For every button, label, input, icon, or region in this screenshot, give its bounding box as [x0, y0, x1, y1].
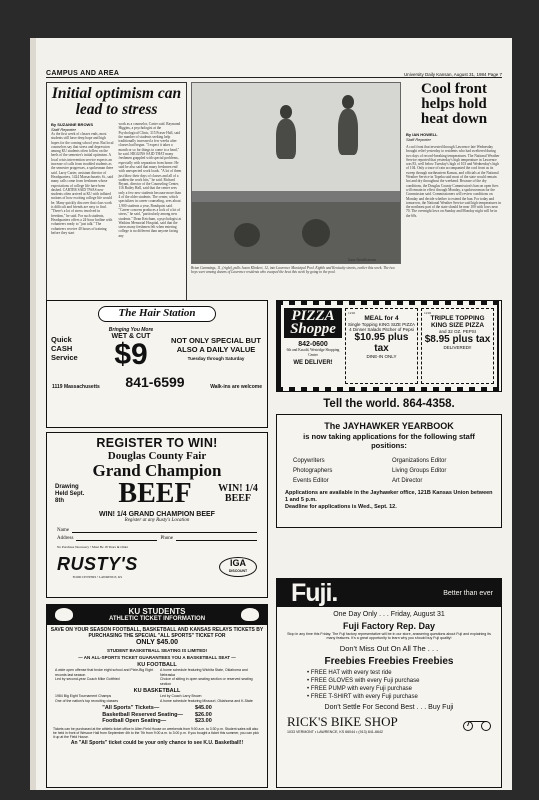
coupon-line: and 32 OZ. PEPSI	[438, 329, 477, 334]
fuji-date: One Day Only . . . Friday, August 31	[333, 611, 445, 618]
ku-tagline: An "All Sports" ticket could be your only chance to see K.U. Basketball!!	[70, 740, 244, 747]
ku-title: KU STUDENTS	[128, 607, 186, 616]
byline-role: Staff Reporter	[406, 137, 431, 142]
coupon-meal-for-4	[345, 308, 418, 384]
beef-label: BEEF	[118, 478, 192, 509]
coupon-line: 4 Dinner Salads Pitcher of Pepsi	[349, 327, 414, 332]
position-item: Organizations Editor	[392, 458, 447, 464]
ku-price: ONLY $45.00	[135, 639, 179, 646]
fair-name: Douglas County Fair	[107, 450, 207, 462]
bring-you-more: Bringing You More	[108, 327, 154, 333]
list-item: 1984 Big Eight Tournament Champs	[55, 694, 112, 698]
photo-boy-right-head	[342, 95, 354, 109]
list-item: One of the nation's top recruiting classes	[55, 698, 119, 703]
price-label: Football Open Seating—	[102, 718, 167, 724]
coupon-line: Single Topping KING SIZE PIZZA	[348, 322, 415, 327]
fuji-rep-day: Fuji Factory Rep. Day	[342, 621, 436, 631]
page-masthead	[46, 66, 502, 78]
list-item: A home schedule featuring Missouri, Oklahoma and K-State	[160, 698, 253, 703]
ad-jayhawker-yearbook	[276, 414, 502, 528]
rustys-logo: RUSTY'S	[57, 554, 138, 574]
fuji-freebies: Freebies Freebies Freebies	[324, 655, 454, 667]
page-folio: University Daily Kansan, August 31, 1984 Page 7	[403, 72, 502, 77]
hair-phone: 841-6599	[125, 374, 185, 390]
pool-photo	[191, 82, 401, 264]
pizza-shoppe-logo: PIZZA Shoppe	[284, 308, 342, 338]
ku-price-table	[47, 705, 267, 725]
list-item: Choice of sitting in open seating section or reserved seating section	[160, 677, 253, 686]
ricks-bike-shop-address: 1033 VERMONT • LAWRENCE, KS 66044 • (913) 841-6642	[287, 729, 383, 734]
price-label: "All Sports" Tickets—	[102, 705, 160, 711]
drawing-date: Drawing Held Sept. 8th	[55, 483, 85, 504]
coupon-title: TRIPLE TOPPING KING SIZE PIZZA	[430, 315, 485, 329]
ad-register-to-win	[46, 432, 268, 598]
story-headline: Initial optimism can lead to stress	[51, 85, 182, 118]
photo-caption: Brian Cummings, 11, (right), pulls Jason Klinkert, 12, into Lawrence Municipal Pool. Eighth and Kentucky streets, earlier this week. The two boys were among dozens of Lawrence residents who escaped the heat this week by going to the pool.	[191, 266, 395, 275]
price-value: $26.00	[194, 711, 212, 718]
photo-boy-left	[276, 119, 296, 159]
jayhawker-application-info: Applications are available in the Jayhawker office, 121B Kansas Union between 1 and 5 p.m.	[285, 490, 493, 503]
positions-list	[293, 458, 485, 484]
coupon-terms: DINE-IN ONLY	[366, 354, 397, 359]
story-byline	[51, 122, 115, 132]
price-label: Basketball Reserved Seating—	[102, 711, 183, 718]
story-column-2: work as a counselor, Carter said. Raymond Higgins, a psychologist at the Psychological Clinic, 315 Fraser Hall, said the number of students seeking help traditionally increased a few weeks after classes had begun. "I expect it takes a month or so for things to come to a head," he said. HIGGINS SAID THAT many freshmen grappled with special problems, especially with separation from home. He said he also said that many freshmen end with unexpected work loads. "A lot of them just blow their days of classes and all of a sudden the work hits," he said. Richard Bryant, director of the Counseling Center, 116 Bailey Hall, said that the center sees only a few new students because more than 4 of the older students. The center, which specializes in career counseling, sees about 1,900 students a year, Bondquist said. "Career concern produces a lock of a lot of stress," he said, "particularly among new students." Dean Ketchum, a psychologist at Watkins Memorial Hospital, said that the stress many freshmen felt when entering college is no different than anyone facing any	[118, 122, 182, 238]
price-value: $45.00	[194, 705, 212, 711]
photo-swimmer-right	[302, 219, 330, 247]
ku-save-text: SAVE ON YOUR SEASON FOOTBALL, BASKETBALL AND KANSAS RELAYS TICKETS BY PURCHASING THE SPECIAL "ALL SPORTS" TICKET FOR	[50, 627, 264, 639]
coupon-terms: DELIVERED!!	[443, 345, 472, 350]
entry-fine-print: No Purchase Necessary • Must Be 18 Years & Older	[57, 545, 129, 549]
fuji-description: Stop in any time this Friday. The Fuji factory representative will be in our store, answering questions about Fuji and explaining its many features. It's a great opportunity to learn why you should buy Fuji quality!	[287, 632, 491, 641]
story-headline: Cool front helps hold heat down	[420, 81, 488, 127]
ricks-bike-shop-name: RICK'S BIKE SHOP	[287, 713, 398, 729]
photo-boy-left-head	[280, 105, 292, 119]
list-item: Led by Coach Larry Brown	[160, 694, 202, 698]
list-item: A wide open offense that broke eight school and Pixie-Big Eight records last season	[55, 668, 154, 677]
ku-subtitle: ATHLETIC TICKET INFORMATION	[108, 616, 206, 622]
ku-purchase-info: Tickets can be purchased at the athletic ticket office in Allen Field House on weekends from 9:00 a.m. to 3:30 p.m. Student sales will also be held in front of Wescoe Hall from September 4th to the 7th from 9:00 a.m. to 3:00 p.m. If you bought a ticket this summer, you can pick it up at the Field House.	[53, 726, 259, 739]
jayhawker-title: The JAYHAWKER YEARBOOK	[324, 421, 454, 431]
bicycle-icon	[463, 717, 491, 731]
we-deliver: WE DELIVER!	[293, 360, 333, 366]
photo-swimmer-left	[234, 223, 260, 247]
story-initial-optimism	[46, 82, 187, 314]
win-line: WIN! 1/4 GRAND CHAMPION BEEF	[99, 511, 215, 518]
jayhawker-subtitle: is now taking applications for the following staff positions:	[303, 432, 475, 450]
daily-value-text: NOT ONLY SPECIAL BUT ALSO A DAILY VALUE	[171, 336, 261, 354]
list-item: A home schedule featuring Wichita State, Oklahoma and Nebraska	[160, 668, 248, 677]
position-item: Events Editor	[293, 478, 329, 484]
ku-football-heading: KU FOOTBALL	[137, 662, 177, 668]
list-item: • FREE GLOVES with every Fuji purchase	[307, 677, 420, 684]
win-quarter-beef: WIN! 1/4 BEEF	[218, 483, 258, 504]
price-value: $23.00	[194, 718, 212, 724]
walkins-text: Walk-ins are welcome	[210, 384, 262, 390]
ad-fuji-ricks-bike-shop	[276, 578, 502, 788]
ku-football-list	[47, 668, 267, 686]
register-location: Register at any Rusty's Location	[124, 518, 190, 523]
ad-ku-tickets	[46, 604, 268, 788]
quick-cash-label: Quick CASH Service	[51, 335, 78, 362]
ku-seating: STUDENT BASKETBALL SEATING IS LIMITED!	[106, 648, 208, 653]
position-item: Living Groups Editor	[392, 468, 447, 474]
newspaper-page	[30, 38, 512, 790]
days-text: Tuesday through Saturday	[187, 356, 245, 361]
story-cool-front	[406, 82, 502, 312]
pizza-phone: 842-0600	[298, 341, 328, 348]
jayhawk-icon	[241, 608, 259, 621]
ku-basketball-list	[47, 694, 267, 703]
phone-line	[176, 535, 257, 541]
address-label: Address	[57, 536, 74, 541]
fuji-buy-line: Don't Settle For Second Best . . . Buy Fuji	[324, 703, 454, 711]
wet-cut-label: WET & CUT	[111, 333, 151, 340]
section-title: CAMPUS AND AREA	[46, 70, 120, 77]
rustys-sub: FOOD CENTERS • LAWRENCE, KS	[72, 575, 123, 579]
fuji-logo: Fuji.	[291, 578, 338, 607]
story-column-1: As the first week of classes ends, most students still have deep hope and high hopes for the coming school year. But local counselors say that stress and depression among KU students often follow on the heels of the semester's initial optimism. A local crisis intervention service expects an increase of calls from troubled students as the semester progresses, a spokesman there said. Larry Carter, assistant director of Headquarters, 1424 Massachusetts St., said many calls come from freshmen whose expectations of college life have been dashed. CARTER SAID TWAS new students often arrived at KU with inflated notions of how exciting college life would be. Many quickly discover that class work is difficult and friends are easy to find. "There's a lot of stress involved in freedom," he said. For such students, Headquarters offers a 24-hour hotline with volunteers ready to "just talk." The volunteers receive 40 hours of training before they start	[51, 132, 114, 235]
hair-station-logo: The Hair Station	[98, 306, 216, 322]
fuji-dont-miss: Don't Miss Out On All The . . .	[339, 643, 439, 653]
pizza-address: 6th and Kasold, Westridge Shopping Center	[286, 348, 340, 357]
coupon-title: MEAL for 4	[364, 315, 399, 322]
byline-name: By IAN HOWELL	[406, 132, 438, 137]
coupon-triple-topping	[421, 308, 494, 384]
ku-seating-guarantee: — AN ALL-SPORTS TICKET GUARANTEES YOU A BASKETBALL SEAT —	[78, 655, 236, 660]
story-body: A cool front that invested through Lawrence late Wednesday brought relief yesterday to residents who had sweltered during two days of record-breaking temperatures. The National Weather Service reported that yesterday's high temperature in Lawrence was 83, well below Tuesday's high of 103 and Wednesday's high of 104. Only a trace of rain accompanied the cool front as its sweep through northeastern Kansas, and officials at the National Weather Service in Topeka said most of the state would remain hot and dry throughout the weekend. Because of the dry conditions, the Douglas County Commission's ban on open fires will remain in effect through Monday, a spokeswoman for the Commission said. Commissioners will review conditions on Monday and decide whether to extend the ban. For today and tomorrow, the National Weather Service said high temperatures in the northeast part of the state should be near 100 with lows near 70. The overnight lows on Sunday and Monday night will be in the 60s.	[406, 145, 501, 218]
classified-promo: Tell the world. 864-4358.	[323, 398, 455, 410]
entry-form	[47, 523, 267, 551]
position-item: Art Director	[392, 478, 423, 484]
photo-sky	[192, 83, 400, 191]
photo-water	[192, 202, 400, 263]
ad-hair-station	[46, 300, 268, 428]
coupon-code: 1216	[348, 311, 355, 315]
byline-name: By SUZANNE BROWS	[51, 122, 94, 127]
photo-pool-edge	[192, 191, 400, 202]
byline-role: Staff Reporter	[51, 127, 76, 132]
list-item: Led by second-year Coach Mike Gottfried	[55, 677, 120, 681]
grand-champion: Grand Champion	[92, 461, 222, 480]
photo-boy-right	[338, 109, 358, 155]
list-item: • FREE HAT with every test ride	[307, 669, 392, 676]
name-line	[72, 527, 257, 533]
register-title: REGISTER TO WIN!	[96, 436, 218, 450]
jayhawk-icon	[55, 608, 73, 621]
name-label: Name	[57, 528, 69, 533]
fuji-slogan: Better than ever	[443, 589, 493, 597]
position-item: Photographers	[293, 468, 333, 474]
photo-credit: Dave Stoldt/Kansan	[348, 258, 377, 262]
address-line	[76, 535, 157, 541]
list-item: • FREE PUMP with every Fuji purchase	[307, 685, 413, 692]
iga-logo	[219, 557, 257, 577]
hair-address: 1119 Massachusetts	[52, 384, 100, 390]
iga-discount: DISCOUNT	[228, 568, 248, 573]
coupon-price: $10.95 plus tax	[354, 332, 409, 354]
coupon-code: 1216	[424, 311, 431, 315]
position-item: Copywriters	[293, 458, 325, 464]
list-item: • FREE T-SHIRT with every Fuji purchase	[307, 693, 418, 700]
ad-pizza-shoppe	[276, 300, 502, 392]
ku-basketball-heading: KU BASKETBALL	[133, 688, 181, 694]
iga-text: IGA	[229, 557, 246, 568]
haircut-price: $9	[114, 338, 148, 371]
coupon-price: $8.95 plus tax	[424, 334, 491, 345]
story-byline	[406, 132, 502, 142]
fuji-freebies-list	[277, 667, 501, 701]
phone-label: Phone	[160, 536, 173, 541]
jayhawker-deadline: Deadline for applications is Wed., Sept. 12.	[285, 503, 397, 510]
